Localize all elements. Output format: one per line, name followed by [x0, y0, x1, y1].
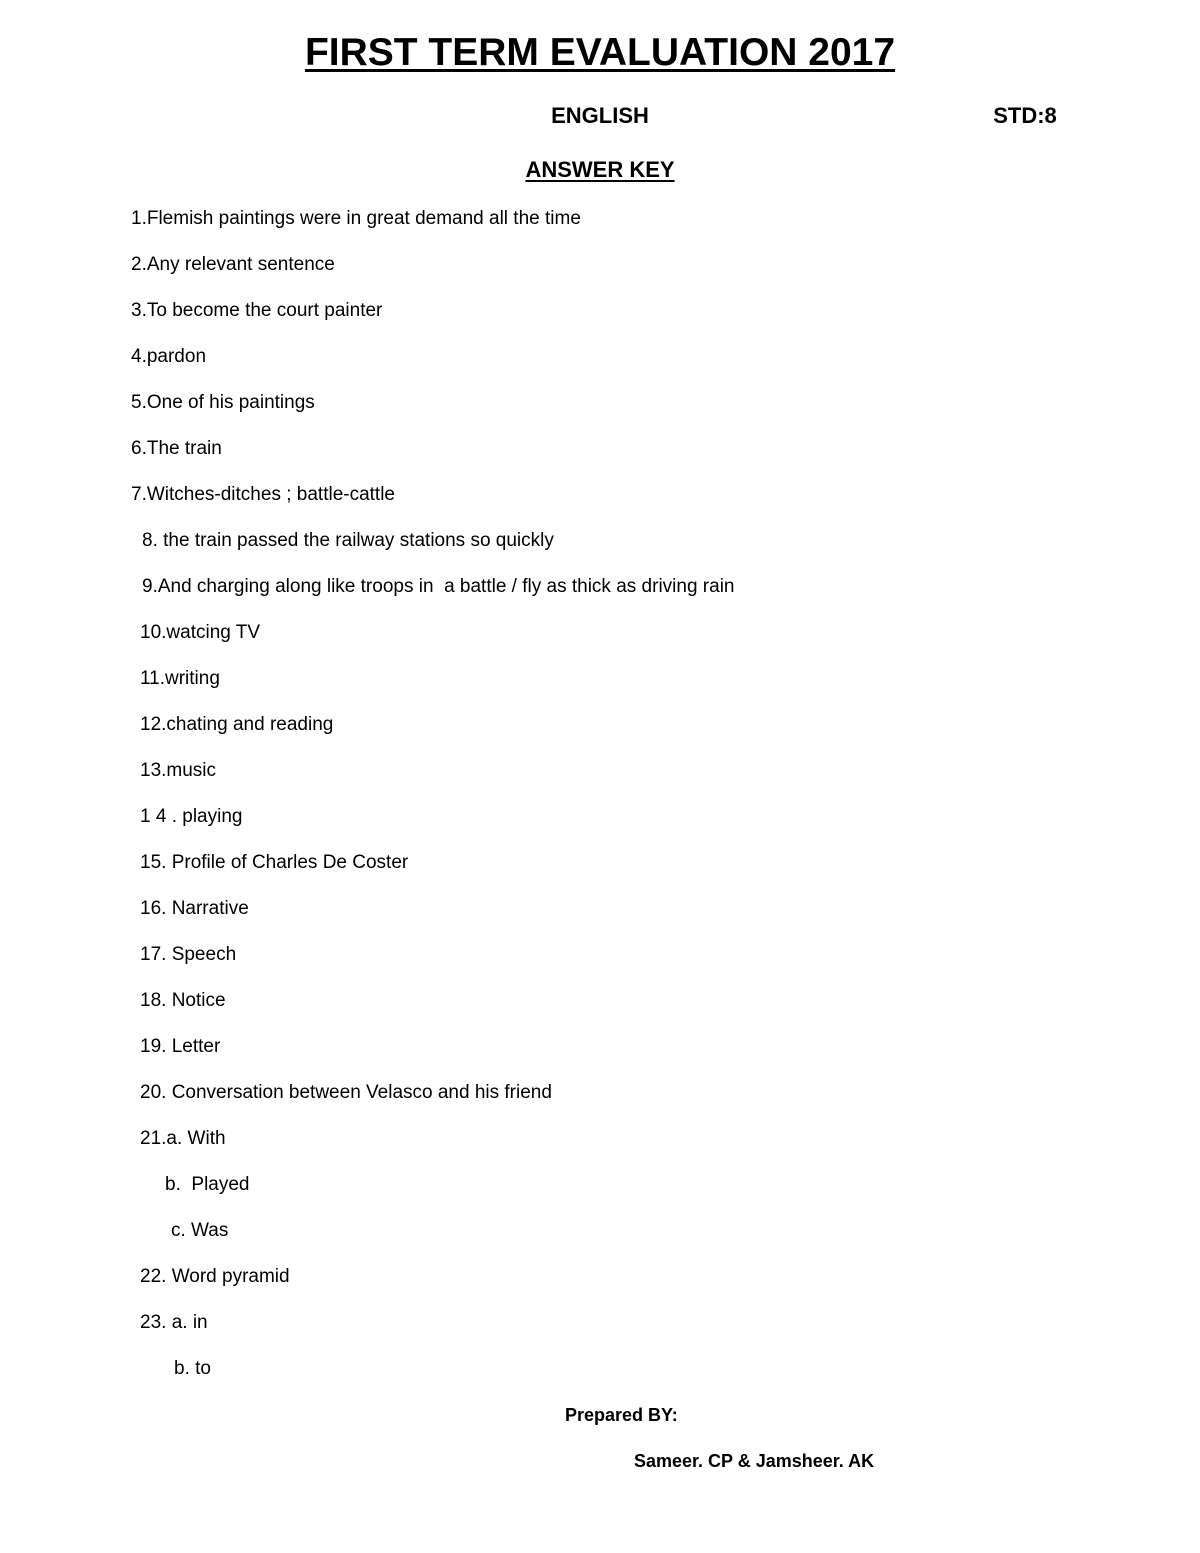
answer-item: 1 4 . playing: [140, 806, 243, 827]
answer-item: 20. Conversation between Velasco and his friend: [140, 1082, 552, 1103]
answer-item: 21.a. With: [140, 1128, 226, 1149]
answer-item: 16. Narrative: [140, 898, 249, 919]
answer-item: 22. Word pyramid: [140, 1266, 290, 1287]
answer-item: 2.Any relevant sentence: [131, 254, 335, 275]
answer-key-heading: ANSWER KEY: [525, 157, 675, 182]
answer-item: 11.writing: [140, 668, 220, 689]
answer-item: 3.To become the court painter: [131, 300, 383, 321]
answer-item: 6.The train: [131, 438, 222, 459]
subject-label: ENGLISH: [551, 103, 649, 128]
answer-item: 1.Flemish paintings were in great demand all the time: [131, 208, 581, 229]
answer-subitem: b. Played: [165, 1174, 250, 1195]
document-title: FIRST TERM EVALUATION 2017: [304, 31, 896, 74]
answer-item: 18. Notice: [140, 990, 226, 1011]
answer-item: 19. Letter: [140, 1036, 221, 1057]
answer-item: 17. Speech: [140, 944, 237, 965]
answer-item: 9.And charging along like troops in a battle / fly as thick as driving rain: [142, 576, 735, 597]
answer-item: 12.chating and reading: [140, 714, 334, 735]
answer-item: 15. Profile of Charles De Coster: [140, 852, 409, 873]
answer-item: 13.music: [140, 760, 217, 781]
answer-item: 7.Witches-ditches ; battle-cattle: [131, 484, 395, 505]
prepared-by-label: Prepared BY:: [565, 1405, 678, 1425]
answer-item: 8. the train passed the railway stations so quickly: [142, 530, 554, 551]
standard-label: STD:8: [993, 103, 1057, 128]
answer-subitem: b. to: [174, 1358, 211, 1379]
answer-item: 4.pardon: [131, 346, 207, 367]
answer-item: 23. a. in: [140, 1312, 208, 1333]
answer-item: 10.watcing TV: [140, 622, 261, 643]
authors-names: Sameer. CP & Jamsheer. AK: [634, 1451, 875, 1471]
answer-subitem: c. Was: [171, 1220, 229, 1241]
answer-item: 5.One of his paintings: [131, 392, 315, 413]
